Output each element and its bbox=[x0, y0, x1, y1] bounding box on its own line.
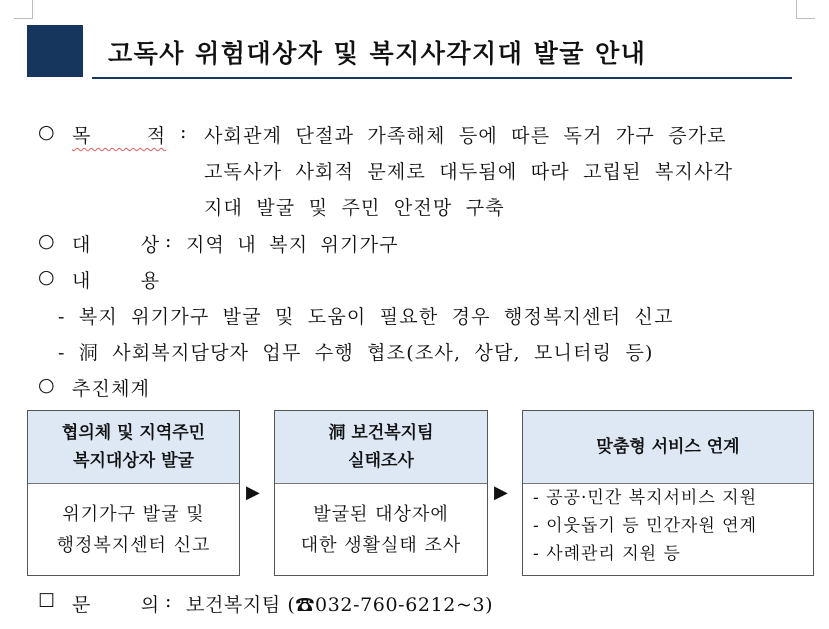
purpose-line-3: 지대 발굴 및 주민 안전망 구축 bbox=[204, 197, 505, 219]
process-label: 추진체계 bbox=[72, 378, 151, 400]
process-box-body-line: - 공공·민간 복지서비스 지원 bbox=[533, 488, 758, 508]
page-corner-mark bbox=[14, 0, 33, 19]
inquiry-text: 보건복지팀 (☎032-760-6212~3) bbox=[186, 594, 494, 616]
process-box-body bbox=[523, 484, 813, 575]
process-box-body-line: 대한 생활실태 조사 bbox=[300, 534, 462, 556]
process-box-header-line: 맞춤형 서비스 연계 bbox=[596, 437, 740, 457]
purpose-line-2: 고독사가 사회적 문제로 대두됨에 따라 고립된 복지사각 bbox=[204, 161, 734, 183]
process-box-discovery bbox=[27, 410, 240, 576]
target-bullet: ○ bbox=[38, 230, 56, 252]
inquiry-colon: : bbox=[165, 590, 173, 612]
process-box-header-line: 실태조사 bbox=[348, 451, 414, 471]
purpose-colon: : bbox=[180, 121, 188, 143]
process-box-header-line: 洞 보건복지팀 bbox=[328, 423, 434, 443]
title-underline bbox=[92, 77, 792, 79]
purpose-line-1: 사회관계 단절과 가족해체 등에 따른 독거 가구 증가로 bbox=[204, 125, 727, 147]
process-bullet: ○ bbox=[38, 374, 56, 396]
process-box-header bbox=[523, 411, 813, 484]
process-arrow: ▶ bbox=[494, 482, 508, 503]
process-box-survey bbox=[274, 410, 488, 576]
process-box-header bbox=[275, 411, 487, 484]
process-arrow: ▶ bbox=[246, 482, 260, 503]
purpose-bullet: ○ bbox=[38, 121, 56, 143]
process-box-body-line: - 이웃돕기 등 민간자원 연계 bbox=[533, 516, 758, 536]
content-item-1: - 복지 위기가구 발굴 및 도움이 필요한 경우 행정복지센터 신고 bbox=[58, 306, 674, 328]
target-colon: : bbox=[165, 230, 173, 252]
process-box-body-line: - 사례관리 지원 등 bbox=[533, 544, 681, 564]
process-box-header-line: 복지대상자 발굴 bbox=[73, 451, 194, 471]
process-box-body bbox=[275, 484, 487, 575]
process-box-service-link bbox=[522, 410, 814, 576]
page-corner-mark bbox=[796, 0, 815, 19]
title-accent-block bbox=[27, 25, 83, 77]
process-box-header-line: 협의체 및 지역주민 bbox=[61, 423, 206, 443]
content-bullet: ○ bbox=[38, 266, 56, 288]
process-box-header bbox=[28, 411, 239, 484]
inquiry-label: 문 의 bbox=[72, 594, 161, 616]
process-box-body-line: 발굴된 대상자에 bbox=[313, 503, 449, 525]
purpose-label: 목 적 bbox=[72, 125, 167, 147]
content-item-2: - 洞 사회복지담당자 업무 수행 협조(조사, 상담, 모니터링 등) bbox=[58, 342, 654, 364]
target-text: 지역 내 복지 위기가구 bbox=[186, 234, 399, 256]
content-label: 내 용 bbox=[72, 270, 161, 292]
process-box-body bbox=[28, 484, 239, 575]
page-title: 고독사 위험대상자 및 복지사각지대 발굴 안내 bbox=[108, 39, 647, 68]
inquiry-bullet: ☐ bbox=[38, 590, 57, 612]
process-box-body-line: 위기가구 발굴 및 bbox=[62, 503, 205, 525]
target-label: 대 상 bbox=[72, 234, 161, 256]
process-box-body-line: 행정복지센터 신고 bbox=[56, 534, 211, 556]
